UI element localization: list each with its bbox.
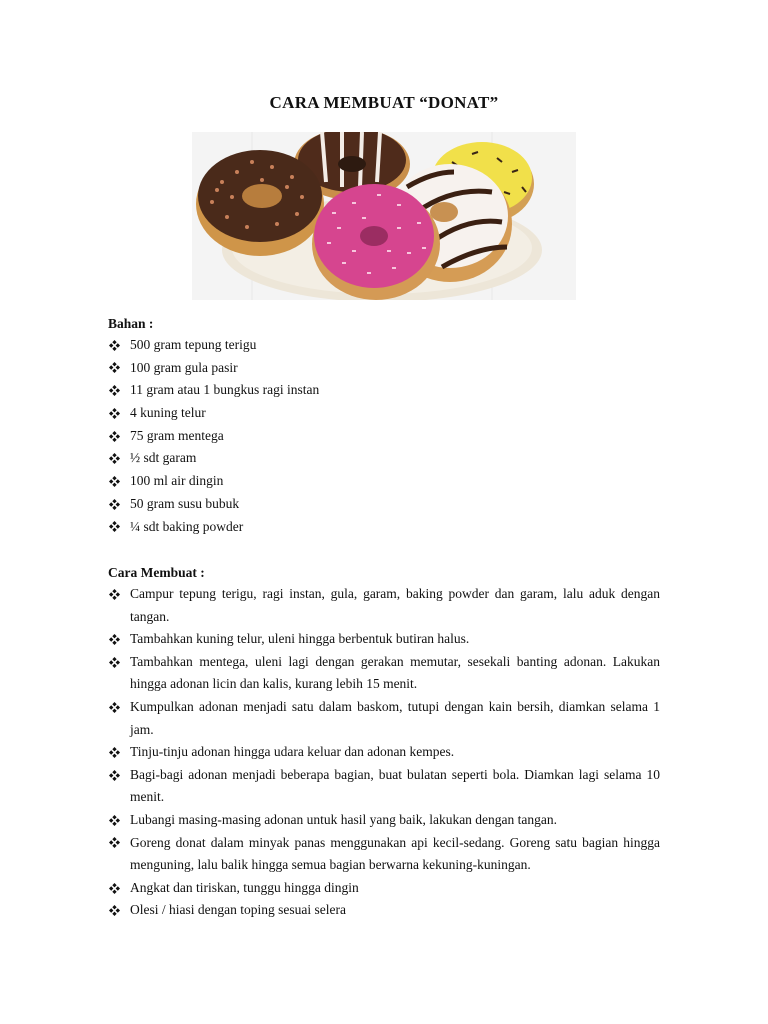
four-diamond-bullet-icon: [108, 628, 120, 651]
four-diamond-bullet-icon: [108, 402, 120, 425]
step-item: Tambahkan mentega, uleni lagi dengan gerakan memutar, sesekali banting adonan. Lakukan hingga adonan licin dan kalis, kurang lebih 15 menit.: [108, 651, 660, 696]
four-diamond-bullet-icon: [108, 516, 120, 539]
four-diamond-bullet-icon: [108, 493, 120, 516]
four-diamond-bullet-icon: [108, 809, 120, 832]
ingredient-item: 4 kuning telur: [108, 402, 660, 425]
ingredient-item: 100 ml air dingin: [108, 470, 660, 493]
ingredient-item: ½ sdt garam: [108, 447, 660, 470]
step-item: Bagi-bagi adonan menjadi beberapa bagian, buat bulatan seperti bola. Diamkan lagi selama 10 menit.: [108, 764, 660, 809]
four-diamond-bullet-icon: [108, 379, 120, 402]
ingredients-heading: Bahan :: [108, 316, 154, 331]
four-diamond-bullet-icon: [108, 877, 120, 900]
document-title: CARA MEMBUAT “DONAT”: [269, 93, 499, 112]
step-item: Angkat dan tiriskan, tunggu hingga dingin: [108, 877, 660, 900]
four-diamond-bullet-icon: [108, 832, 120, 855]
four-diamond-bullet-icon: [108, 764, 120, 787]
four-diamond-bullet-icon: [108, 334, 120, 357]
ingredient-item: 100 gram gula pasir: [108, 357, 660, 380]
step-item: Tambahkan kuning telur, uleni hingga berbentuk butiran halus.: [108, 628, 660, 651]
four-diamond-bullet-icon: [108, 583, 120, 606]
ingredient-item: ¼ sdt baking powder: [108, 516, 660, 539]
step-item: Lubangi masing-masing adonan untuk hasil yang baik, lakukan dengan tangan.: [108, 809, 660, 832]
four-diamond-bullet-icon: [108, 470, 120, 493]
four-diamond-bullet-icon: [108, 357, 120, 380]
ingredient-item: 50 gram susu bubuk: [108, 493, 660, 516]
steps-list: [108, 583, 660, 922]
ingredients-list: [108, 334, 660, 538]
steps-heading: Cara Membuat :: [108, 565, 205, 580]
four-diamond-bullet-icon: [108, 899, 120, 922]
step-item: Goreng donat dalam minyak panas menggunakan api kecil-sedang. Goreng satu bagian hingga menguning, lalu balik hingga semua bagian berwarna kekuning-kuningan.: [108, 832, 660, 877]
four-diamond-bullet-icon: [108, 741, 120, 764]
step-item: Kumpulkan adonan menjadi satu dalam baskom, tutupi dengan kain bersih, diamkan selama 1 jam.: [108, 696, 660, 741]
donut-illustration-icon: [192, 132, 576, 300]
ingredient-item: 75 gram mentega: [108, 425, 660, 448]
step-item: Tinju-tinju adonan hingga udara keluar dan adonan kempes.: [108, 741, 660, 764]
four-diamond-bullet-icon: [108, 425, 120, 448]
ingredient-item: 11 gram atau 1 bungkus ragi instan: [108, 379, 660, 402]
four-diamond-bullet-icon: [108, 696, 120, 719]
donut-photo: [192, 132, 576, 300]
ingredient-item: 500 gram tepung terigu: [108, 334, 660, 357]
step-item: Campur tepung terigu, ragi instan, gula, garam, baking powder dan garam, lalu aduk dengan tangan.: [108, 583, 660, 628]
four-diamond-bullet-icon: [108, 651, 120, 674]
step-item: Olesi / hiasi dengan toping sesuai selera: [108, 899, 660, 922]
four-diamond-bullet-icon: [108, 447, 120, 470]
